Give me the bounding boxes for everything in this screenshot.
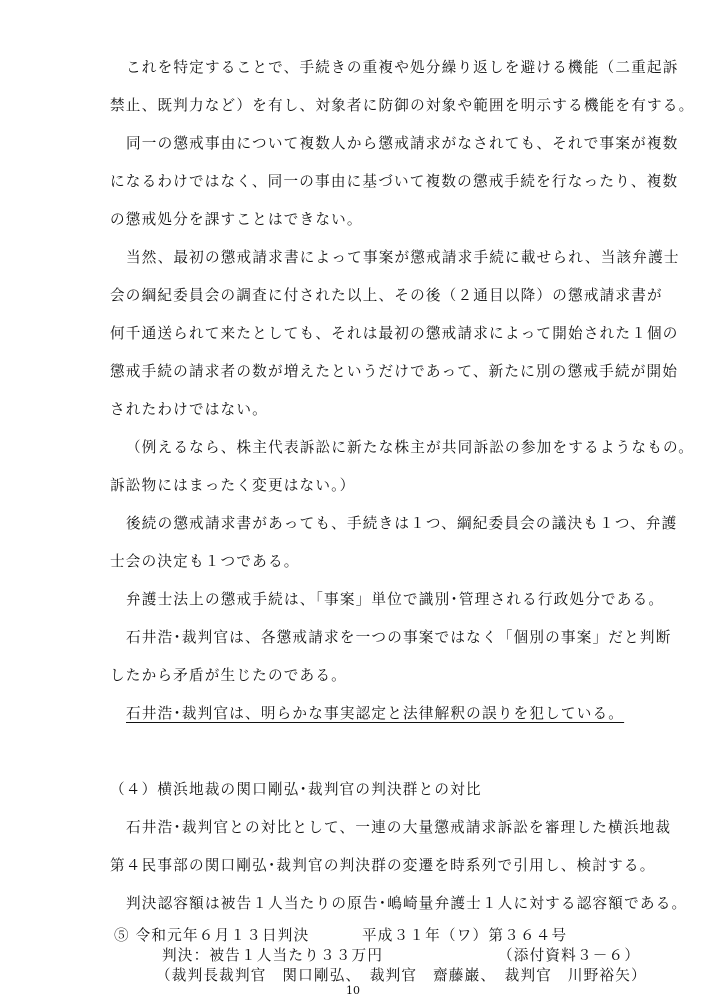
body-line: 士会の決定も１つである。 — [110, 553, 300, 570]
body-line: 懲戒手続の請求者の数が増えたというだけであって、新たに別の懲戒手続が開始 — [110, 363, 679, 380]
body-line: 同一の懲戒事由について複数人から懲戒請求がなされても、それで事案が複数 — [126, 135, 679, 152]
body-line: 訴訟物にはまったく変更はない。） — [110, 477, 356, 494]
section-heading: （４）横浜地裁の関口剛弘･裁判官の判決群との対比 — [110, 781, 482, 798]
page-number: 10 — [346, 984, 360, 997]
body-line: 石井浩･裁判官との対比として、一連の大量懲戒請求訴訟を審理した横浜地裁 — [126, 819, 672, 836]
body-line: 当然、最初の懲戒請求書によって事案が懲戒請求手続に載せられ、当該弁護士 — [126, 249, 680, 266]
body-line: 後続の懲戒請求書があっても、手続きは１つ、綱紀委員会の議決も１つ、弁護 — [126, 515, 678, 532]
body-line: 石井浩･裁判官は、各懲戒請求を一つの事案ではなく「個別の事案」だと判断 — [126, 629, 672, 646]
body-line: の懲戒処分を課すことはできない。 — [110, 211, 363, 228]
underlined-conclusion: 石井浩･裁判官は、明らかな事実認定と法律解釈の誤りを犯している。 — [126, 705, 625, 722]
body-line: これを特定することで、手続きの重複や処分繰り返しを避ける機能（二重起訴 — [126, 59, 679, 76]
body-line: になるわけではなく、同一の事由に基づいて複数の懲戒手続を行なったり、複数 — [110, 173, 679, 190]
body-line: 何千通送られて来たとしても、それは最初の懲戒請求によって開始された１個の — [110, 325, 679, 342]
case-number: 平成３１年（ワ）第３６４号 — [362, 927, 568, 944]
case-verdict: 判決：被告１人当たり３３万円 — [162, 947, 384, 964]
body-line: されたわけではない。 — [110, 401, 268, 418]
body-line: したから矛盾が生じたのである。 — [110, 667, 347, 684]
case-judges: （裁判長裁判官 関口剛弘、 裁判官 齋藤巌、 裁判官 川野裕矢） — [156, 967, 647, 984]
body-line: （例えるなら、株主代表訴訟に新たな株主が共同訴訟の参加をするようなもの。 — [126, 439, 694, 456]
case-date: ⑤ 令和元年６月１３日判決 — [114, 927, 310, 944]
body-line: 禁止、既判力など）を有し、対象者に防御の対象や範囲を明示する機能を有する。 — [110, 97, 695, 114]
body-line: 第４民事部の関口剛弘･裁判官の判決群の変遷を時系列で引用し、検討する。 — [110, 857, 656, 874]
body-line: 会の綱紀委員会の調査に付された以上、その後（２通目以降）の懲戒請求書が — [110, 287, 663, 304]
body-line: 弁護士法上の懲戒手続は、「事案」単位で識別･管理される行政処分である。 — [126, 591, 665, 608]
body-line: 判決認容額は被告１人当たりの原告･嶋崎量弁護士１人に対する認容額である。 — [126, 895, 688, 912]
case-attachment: （添付資料３－６） — [498, 947, 641, 964]
